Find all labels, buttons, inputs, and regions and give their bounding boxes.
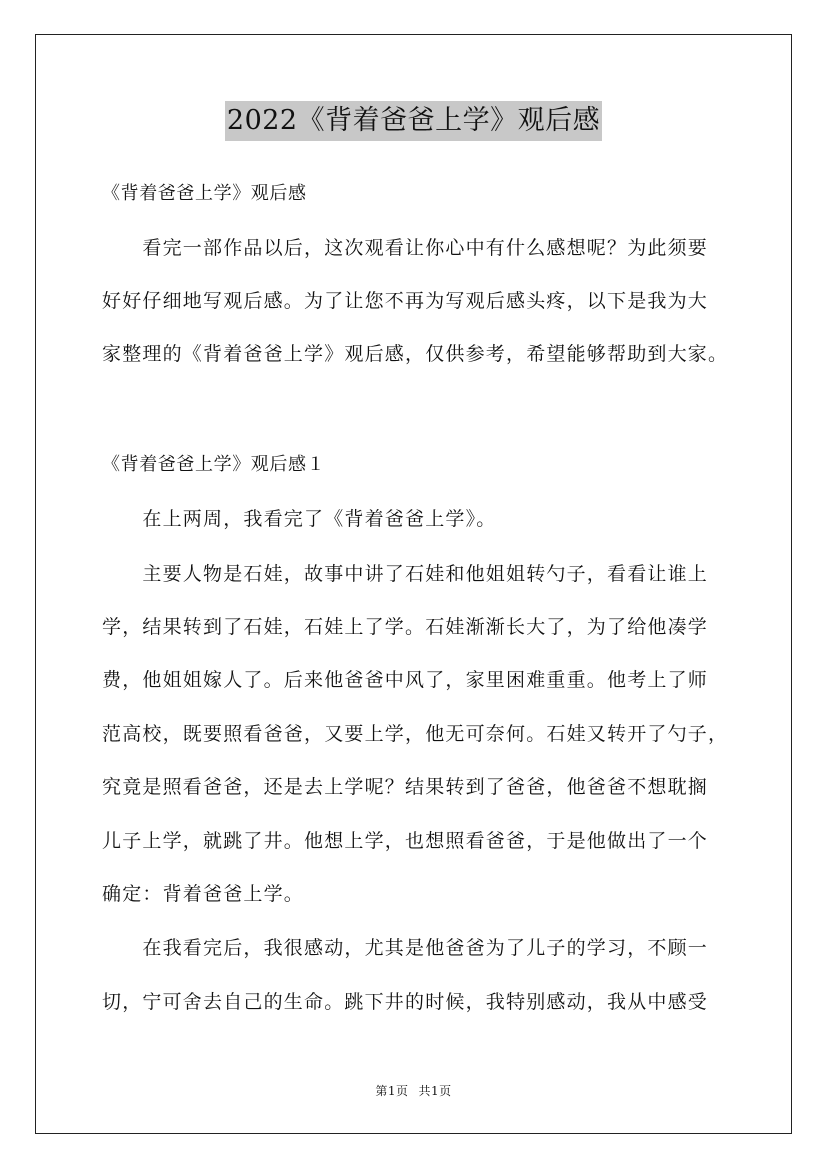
body-line: 主要人物是石娃，故事中讲了石娃和他姐姐转勺子，看看让谁上 — [102, 563, 709, 585]
document-title: 2022《背着爸爸上学》观后感 — [225, 101, 602, 141]
section-heading: 《背着爸爸上学》观后感１ — [102, 454, 326, 475]
page-number: 第1页 — [375, 1084, 409, 1098]
intro-line: 家整理的《背着爸爸上学》观后感，仅供参考，希望能够帮助到大家。 — [102, 343, 729, 365]
body-line: 费，他姐姐嫁人了。后来他爸爸中风了，家里困难重重。他考上了师 — [102, 669, 709, 691]
body-line: 究竟是照看爸爸，还是去上学呢？结果转到了爸爸，他爸爸不想耽搁 — [102, 776, 709, 798]
document-subtitle: 《背着爸爸上学》观后感 — [102, 183, 307, 204]
body-line: 切，宁可舍去自己的生命。跳下井的时候，我特别感动，我从中感受 — [102, 991, 709, 1013]
body-line: 儿子上学，就跳了井。他想上学，也想照看爸爸，于是他做出了一个 — [102, 830, 709, 852]
body-line: 在上两周，我看完了《背着爸爸上学》。 — [102, 508, 497, 530]
body-line: 学，结果转到了石娃，石娃上了学。石娃渐渐长大了，为了给他凑学 — [102, 616, 709, 638]
body-line: 在我看完后，我很感动，尤其是他爸爸为了儿子的学习，不顾一 — [102, 937, 709, 959]
body-line: 确定：背着爸爸上学。 — [102, 883, 305, 905]
page-total: 共1页 — [418, 1084, 452, 1098]
intro-line: 好好仔细地写观后感。为了让您不再为写观后感头疼，以下是我为大 — [102, 290, 709, 312]
intro-line: 看完一部作品以后，这次观看让你心中有什么感想呢？为此须要 — [102, 237, 709, 259]
body-line: 范高校，既要照看爸爸，又要上学，他无可奈何。石娃又转开了勺子， — [102, 723, 729, 745]
page-footer — [0, 1082, 827, 1099]
title-container — [0, 101, 827, 141]
